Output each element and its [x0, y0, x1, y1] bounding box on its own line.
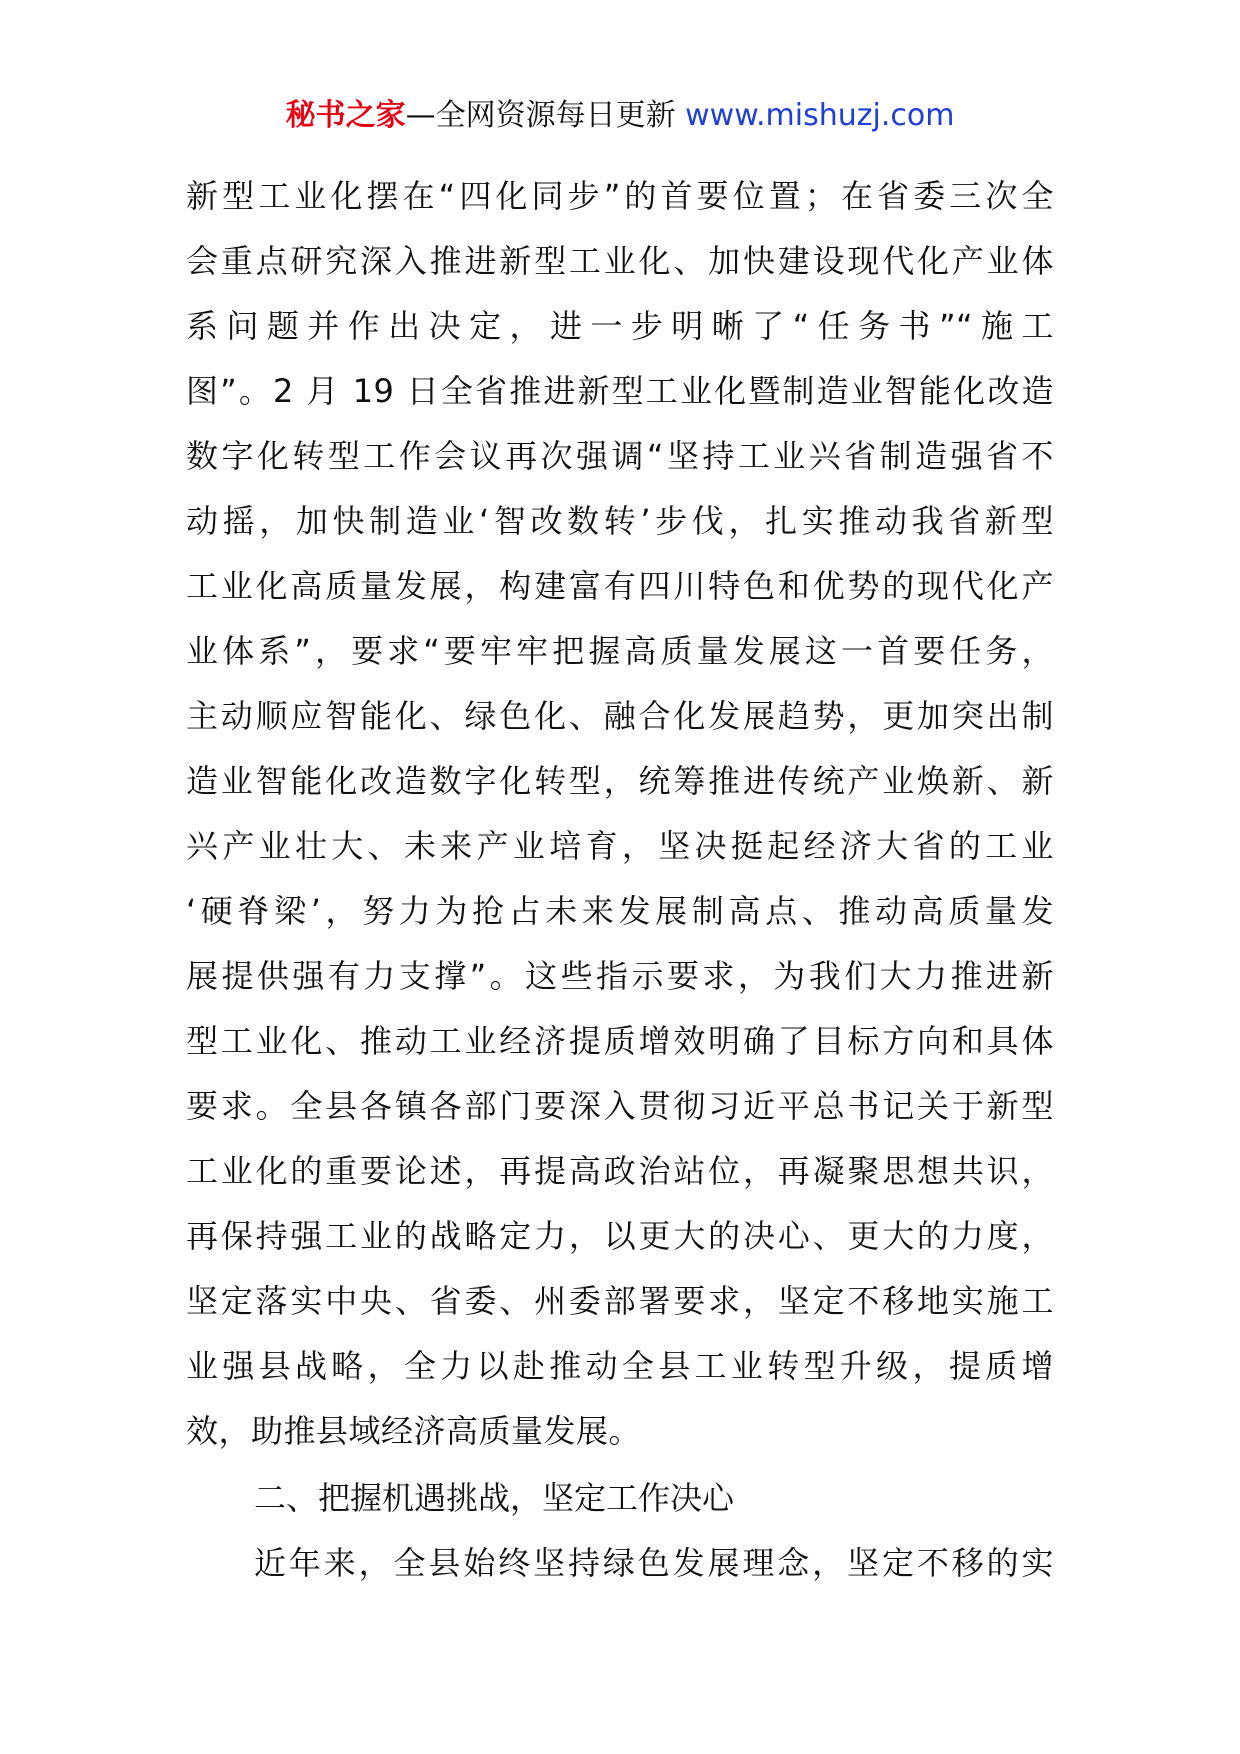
text-line: 动摇，加快制造业‘智改数转’步伐，扎实推动我省新型: [186, 502, 1054, 540]
paragraph-1: [186, 164, 1054, 1464]
site-header: [0, 96, 1240, 136]
text-line: 系问题并作出决定，进一步明晰了“任务书”“施工: [186, 307, 1054, 345]
text-line: 近年来，全县始终坚持绿色发展理念，坚定不移的实: [254, 1544, 1054, 1582]
text-line: ‘硬脊梁’，努力为抢占未来发展制高点、推动高质量发: [186, 892, 1054, 930]
text-line: 效，助推县域经济高质量发展。: [186, 1412, 642, 1450]
text-line: 造业智能化改造数字化转型，统筹推进传统产业焕新、新: [186, 762, 1054, 800]
site-brand: 秘书之家: [285, 98, 406, 133]
site-tagline: —全网资源每日更新: [405, 98, 676, 133]
text-line: 数字化转型工作会议再次强调“坚持工业兴省制造强省不: [186, 437, 1054, 475]
text-line: 工业化的重要论述，再提高政治站位，再凝聚思想共识，: [186, 1152, 1054, 1190]
text-line: 坚定落实中央、省委、州委部署要求，坚定不移地实施工: [186, 1282, 1054, 1320]
text-line: 再保持强工业的战略定力，以更大的决心、更大的力度，: [186, 1217, 1054, 1255]
text-line: 工业化高质量发展，构建富有四川特色和优势的现代化产: [186, 567, 1054, 605]
text-line: 业强县战略，全力以赴推动全县工业转型升级，提质增: [186, 1347, 1054, 1385]
text-line: 型工业化、推动工业经济提质增效明确了目标方向和具体: [186, 1022, 1054, 1060]
text-line: 主动顺应智能化、绿色化、融合化发展趋势，更加突出制: [186, 697, 1054, 735]
text-line: 图”。2 月 19 日全省推进新型工业化暨制造业智能化改造: [186, 372, 1054, 410]
site-url-link[interactable]: www.mishuzj.com: [685, 98, 955, 133]
text-line: 兴产业壮大、未来产业培育，坚决挺起经济大省的工业: [186, 827, 1054, 865]
text-line: 新型工业化摆在“四化同步”的首要位置；在省委三次全: [186, 177, 1054, 215]
section-heading: 二、把握机遇挑战，坚定工作决心: [254, 1479, 735, 1517]
text-line: 展提供强有力支撑”。这些指示要求，为我们大力推进新: [186, 957, 1054, 995]
text-line: 业体系”，要求“要牢牢把握高质量发展这一首要任务，: [186, 632, 1054, 670]
text-line: 要求。全县各镇各部门要深入贯彻习近平总书记关于新型: [186, 1087, 1054, 1125]
text-line: 会重点研究深入推进新型工业化、加快建设现代化产业体: [186, 242, 1054, 280]
document-body: [186, 164, 1054, 1596]
paragraph-2: [186, 1531, 1054, 1596]
